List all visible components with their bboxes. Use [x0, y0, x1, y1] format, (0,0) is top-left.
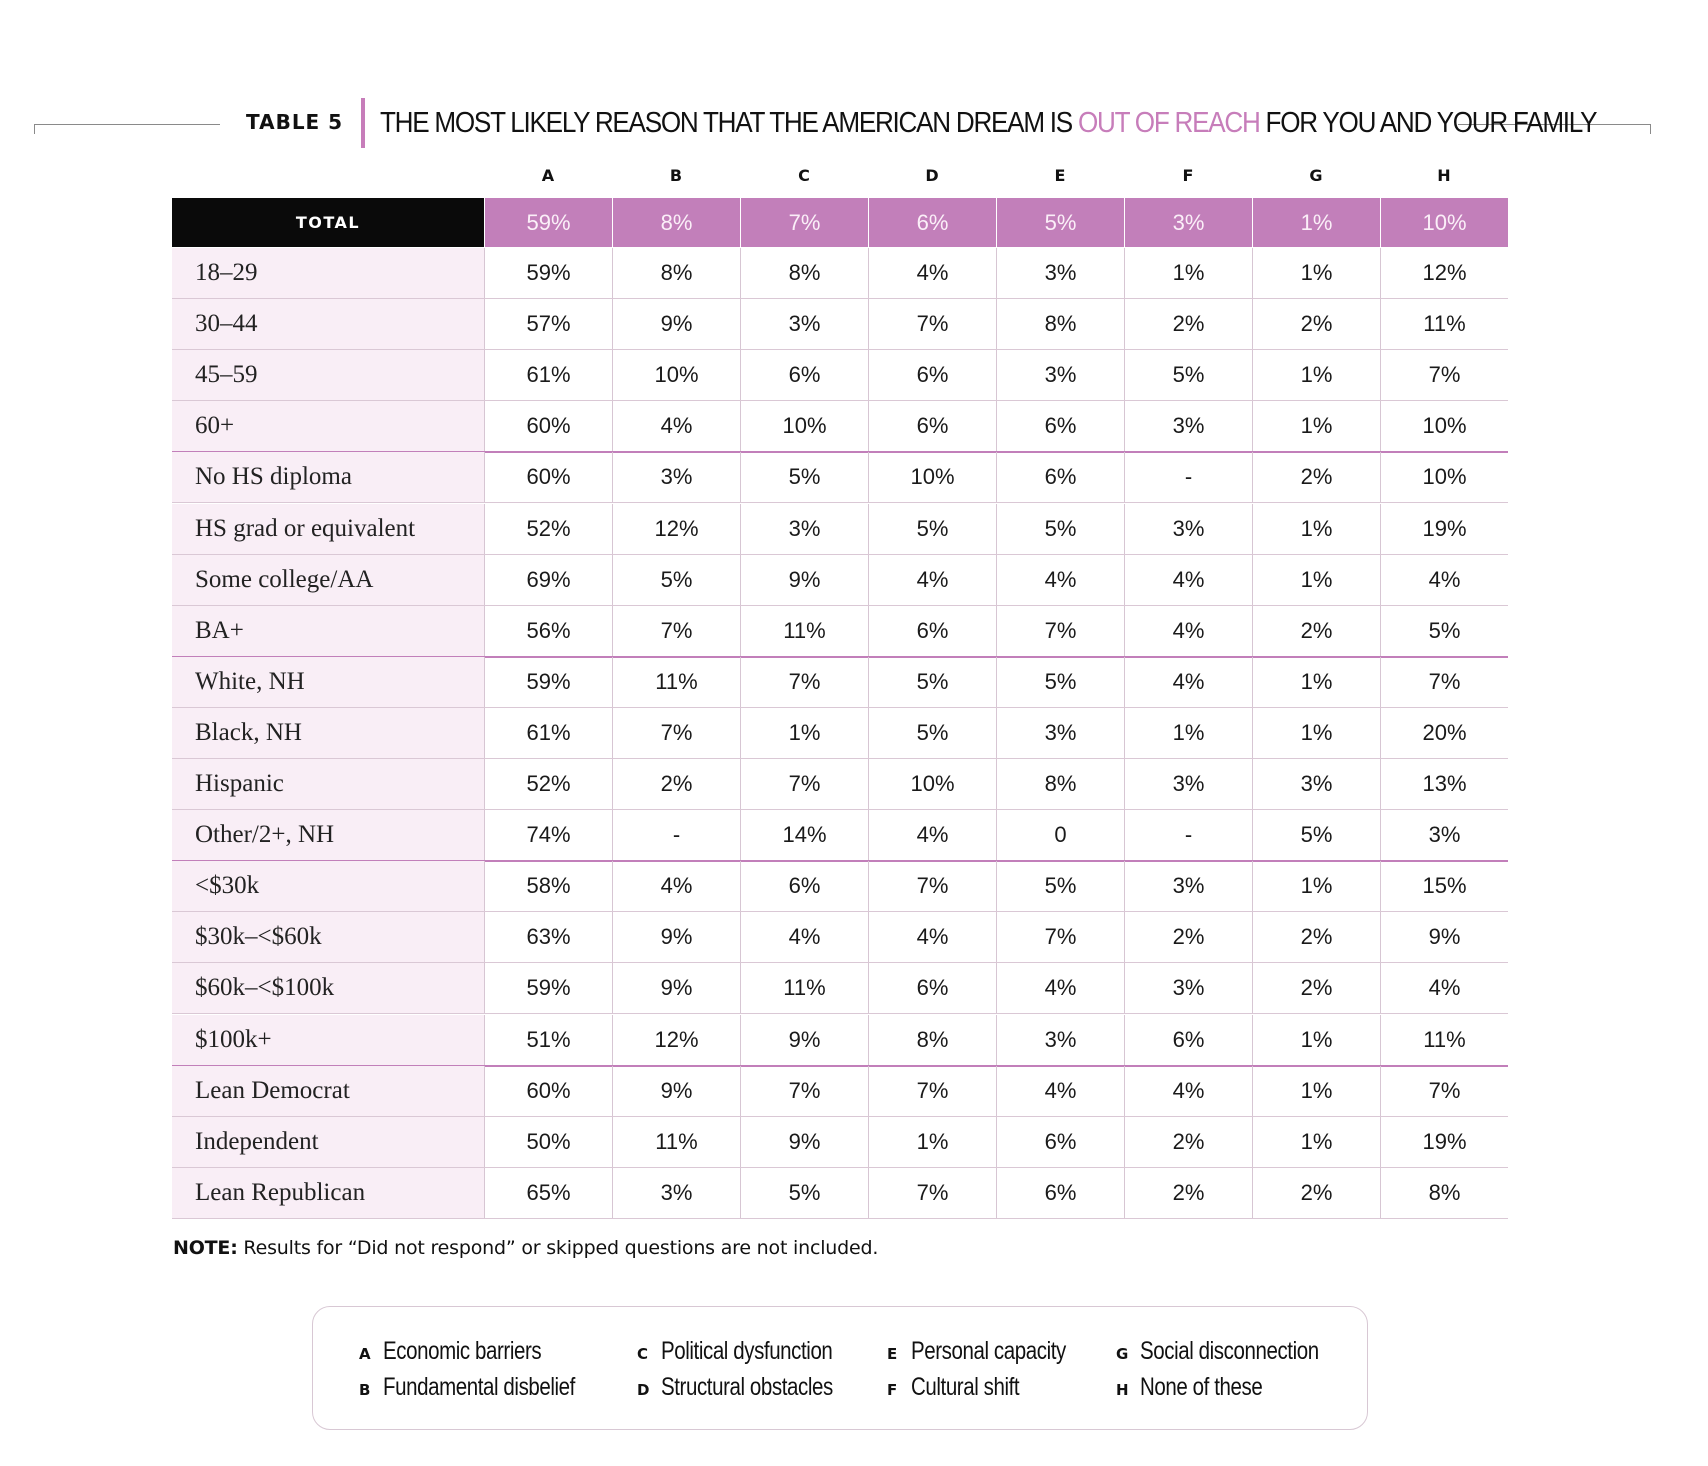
row-label: $30k–<$60k: [172, 912, 484, 962]
cell-f: 5%: [1124, 350, 1252, 400]
row-label: Other/2+, NH: [172, 810, 484, 860]
cell-g: 2%: [1252, 299, 1380, 349]
row-divider: [172, 1218, 1508, 1219]
cell-c: 9%: [740, 1015, 868, 1065]
column-header-f: F: [1182, 166, 1194, 185]
cell-a: 52%: [484, 759, 612, 809]
cell-h: 7%: [1380, 1066, 1508, 1116]
cell-c: 5%: [740, 452, 868, 502]
row-label: $60k–<$100k: [172, 963, 484, 1013]
row-label: No HS diploma: [172, 452, 484, 502]
legend-text: None of these: [1140, 1373, 1263, 1401]
cell-d: 5%: [868, 504, 996, 554]
cell-a: 65%: [484, 1168, 612, 1218]
legend-item-d: [637, 1371, 871, 1403]
cell-d: 5%: [868, 708, 996, 758]
cell-h: 11%: [1380, 299, 1508, 349]
row-label: Lean Democrat: [172, 1066, 484, 1116]
row-label: BA+: [172, 606, 484, 656]
cell-g: 1%: [1252, 708, 1380, 758]
legend-key: D: [637, 1381, 650, 1399]
cell-b: 10%: [612, 350, 740, 400]
cell-e: 7%: [996, 606, 1124, 656]
column-header-d: D: [925, 166, 939, 185]
title-divider: [361, 98, 365, 148]
cell-h: 4%: [1380, 555, 1508, 605]
table-row: [172, 1168, 1508, 1219]
column-header-b: B: [669, 166, 683, 185]
cell-d: 6%: [868, 401, 996, 451]
cell-d: 1%: [868, 1117, 996, 1167]
cell-a: 50%: [484, 1117, 612, 1167]
cell-g: 1%: [1252, 861, 1380, 911]
cell-b: 5%: [612, 555, 740, 605]
cell-a: 57%: [484, 299, 612, 349]
cell-b: 9%: [612, 1066, 740, 1116]
legend-box: [312, 1306, 1368, 1430]
cell-c: 11%: [740, 963, 868, 1013]
row-label: 18–29: [172, 248, 484, 298]
cell-d: 4%: [868, 248, 996, 298]
cell-g: 1%: [1252, 248, 1380, 298]
cell-e: 5%: [996, 861, 1124, 911]
cell-a: 58%: [484, 861, 612, 911]
table-row: [172, 1015, 1508, 1066]
total-cell-h: 10%: [1380, 198, 1508, 247]
cell-h: 20%: [1380, 708, 1508, 758]
cell-b: 12%: [612, 1015, 740, 1065]
header-rule-right-tick: [1650, 124, 1651, 134]
table-number: TABLE 5: [246, 110, 344, 134]
cell-a: 60%: [484, 452, 612, 502]
cell-e: 6%: [996, 401, 1124, 451]
cell-d: 4%: [868, 912, 996, 962]
cell-f: -: [1124, 452, 1252, 502]
table-title: [380, 104, 1596, 142]
cell-b: 9%: [612, 299, 740, 349]
cell-g: 2%: [1252, 1168, 1380, 1218]
cell-f: 2%: [1124, 1168, 1252, 1218]
legend-text: Structural obstacles: [661, 1373, 833, 1401]
cell-d: 6%: [868, 963, 996, 1013]
cell-c: 10%: [740, 401, 868, 451]
cell-h: 5%: [1380, 606, 1508, 656]
table-row: [172, 299, 1508, 350]
cell-f: 6%: [1124, 1015, 1252, 1065]
cell-d: 10%: [868, 452, 996, 502]
row-label: Some college/AA: [172, 555, 484, 605]
cell-g: 2%: [1252, 452, 1380, 502]
row-label: <$30k: [172, 861, 484, 911]
row-label: Hispanic: [172, 759, 484, 809]
cell-f: 4%: [1124, 555, 1252, 605]
cell-h: 3%: [1380, 810, 1508, 860]
cell-b: 11%: [612, 657, 740, 707]
cell-d: 7%: [868, 861, 996, 911]
cell-a: 59%: [484, 657, 612, 707]
cell-b: 3%: [612, 452, 740, 502]
legend-text: Personal capacity: [911, 1337, 1066, 1365]
cell-f: 3%: [1124, 401, 1252, 451]
header-rule-left: [34, 124, 220, 125]
cell-g: 1%: [1252, 1117, 1380, 1167]
legend-key: B: [359, 1381, 371, 1399]
table-row: [172, 1066, 1508, 1117]
cell-a: 56%: [484, 606, 612, 656]
cell-d: 4%: [868, 555, 996, 605]
legend-key: A: [359, 1345, 371, 1363]
cell-g: 3%: [1252, 759, 1380, 809]
cell-f: 2%: [1124, 1117, 1252, 1167]
table-row: [172, 657, 1508, 708]
cell-c: 11%: [740, 606, 868, 656]
legend-key: H: [1116, 1381, 1129, 1399]
cell-a: 69%: [484, 555, 612, 605]
cell-e: 3%: [996, 248, 1124, 298]
cell-b: 9%: [612, 912, 740, 962]
cell-c: 5%: [740, 1168, 868, 1218]
cell-c: 4%: [740, 912, 868, 962]
table-row: [172, 555, 1508, 606]
cell-a: 59%: [484, 963, 612, 1013]
legend-item-g: [1116, 1335, 1358, 1367]
cell-c: 6%: [740, 350, 868, 400]
cell-e: 8%: [996, 299, 1124, 349]
cell-h: 7%: [1380, 350, 1508, 400]
cell-d: 7%: [868, 1168, 996, 1218]
cell-d: 8%: [868, 1015, 996, 1065]
cell-h: 12%: [1380, 248, 1508, 298]
cell-h: 15%: [1380, 861, 1508, 911]
cell-g: 5%: [1252, 810, 1380, 860]
cell-c: 9%: [740, 555, 868, 605]
cell-g: 1%: [1252, 1066, 1380, 1116]
cell-e: 3%: [996, 350, 1124, 400]
legend-item-e: [887, 1335, 1100, 1367]
row-label: Black, NH: [172, 708, 484, 758]
legend-item-a: [359, 1335, 576, 1367]
cell-e: 5%: [996, 504, 1124, 554]
cell-g: 1%: [1252, 657, 1380, 707]
cell-e: 3%: [996, 1015, 1124, 1065]
cell-d: 6%: [868, 350, 996, 400]
total-cell-a: 59%: [484, 198, 612, 247]
cell-g: 1%: [1252, 1015, 1380, 1065]
total-cell-f: 3%: [1124, 198, 1252, 247]
cell-b: 7%: [612, 606, 740, 656]
cell-f: 1%: [1124, 708, 1252, 758]
table-row: [172, 452, 1508, 503]
total-cell-b: 8%: [612, 198, 740, 247]
table-row: [172, 861, 1508, 912]
cell-b: 3%: [612, 1168, 740, 1218]
cell-h: 13%: [1380, 759, 1508, 809]
table-row: [172, 504, 1508, 555]
table-row: [172, 912, 1508, 963]
legend-item-b: [359, 1371, 617, 1403]
cell-a: 74%: [484, 810, 612, 860]
cell-h: 9%: [1380, 912, 1508, 962]
cell-g: 1%: [1252, 401, 1380, 451]
legend-item-h: [1116, 1371, 1289, 1403]
cell-f: 2%: [1124, 299, 1252, 349]
note-text: Results for “Did not respond” or skipped questions are not included.: [237, 1237, 879, 1259]
cell-a: 60%: [484, 401, 612, 451]
cell-c: 6%: [740, 861, 868, 911]
cell-c: 3%: [740, 299, 868, 349]
row-label: White, NH: [172, 657, 484, 707]
cell-g: 2%: [1252, 606, 1380, 656]
column-header-h: H: [1437, 166, 1451, 185]
legend-text: Political dysfunction: [661, 1337, 833, 1365]
cell-f: 4%: [1124, 1066, 1252, 1116]
cell-g: 1%: [1252, 504, 1380, 554]
legend-text: Fundamental disbelief: [383, 1373, 575, 1401]
cell-b: 8%: [612, 248, 740, 298]
cell-e: 6%: [996, 1117, 1124, 1167]
cell-e: 4%: [996, 963, 1124, 1013]
cell-d: 10%: [868, 759, 996, 809]
legend-item-c: [637, 1335, 870, 1367]
total-row-label: TOTAL: [172, 198, 484, 247]
legend-text: Economic barriers: [383, 1337, 542, 1365]
cell-f: 4%: [1124, 657, 1252, 707]
row-label: HS grad or equivalent: [172, 504, 484, 554]
cell-d: 4%: [868, 810, 996, 860]
cell-a: 59%: [484, 248, 612, 298]
row-label: Lean Republican: [172, 1168, 484, 1218]
cell-h: 19%: [1380, 504, 1508, 554]
cell-g: 2%: [1252, 963, 1380, 1013]
legend-key: F: [887, 1381, 898, 1399]
cell-e: 3%: [996, 708, 1124, 758]
cell-b: 12%: [612, 504, 740, 554]
cell-d: 6%: [868, 606, 996, 656]
table-row: [172, 350, 1508, 401]
cell-f: 4%: [1124, 606, 1252, 656]
row-label: 60+: [172, 401, 484, 451]
cell-f: 2%: [1124, 912, 1252, 962]
cell-h: 7%: [1380, 657, 1508, 707]
legend-item-f: [887, 1371, 1043, 1403]
cell-c: 3%: [740, 504, 868, 554]
cell-h: 10%: [1380, 401, 1508, 451]
cell-d: 5%: [868, 657, 996, 707]
total-cell-e: 5%: [996, 198, 1124, 247]
column-header-c: C: [798, 166, 810, 185]
table-row: [172, 1117, 1508, 1168]
header-rule-left-tick: [34, 124, 35, 134]
table-row: [172, 759, 1508, 810]
cell-b: 11%: [612, 1117, 740, 1167]
cell-g: 2%: [1252, 912, 1380, 962]
table-row: [172, 606, 1508, 657]
cell-h: 4%: [1380, 963, 1508, 1013]
cell-a: 60%: [484, 1066, 612, 1116]
cell-d: 7%: [868, 1066, 996, 1116]
cell-f: 3%: [1124, 861, 1252, 911]
cell-h: 10%: [1380, 452, 1508, 502]
cell-e: 6%: [996, 452, 1124, 502]
cell-b: 2%: [612, 759, 740, 809]
cell-c: 7%: [740, 759, 868, 809]
cell-e: 4%: [996, 555, 1124, 605]
column-header-a: A: [541, 166, 555, 185]
legend-text: Social disconnection: [1140, 1337, 1319, 1365]
column-header-g: G: [1309, 166, 1323, 185]
cell-d: 7%: [868, 299, 996, 349]
cell-e: 0: [996, 810, 1124, 860]
cell-f: 3%: [1124, 504, 1252, 554]
row-label: 45–59: [172, 350, 484, 400]
table-row: [172, 810, 1508, 861]
table-row: [172, 401, 1508, 452]
title-text-end: FOR YOU AND YOUR FAMILY: [1259, 107, 1597, 139]
cell-b: 9%: [612, 963, 740, 1013]
row-label: 30–44: [172, 299, 484, 349]
cell-g: 1%: [1252, 555, 1380, 605]
cell-b: 4%: [612, 861, 740, 911]
note-label: NOTE:: [173, 1237, 238, 1259]
title-text-accent: OUT OF REACH: [1077, 107, 1260, 139]
cell-e: 7%: [996, 912, 1124, 962]
cell-h: 8%: [1380, 1168, 1508, 1218]
cell-f: 1%: [1124, 248, 1252, 298]
table-row: [172, 248, 1508, 299]
cell-h: 19%: [1380, 1117, 1508, 1167]
cell-a: 52%: [484, 504, 612, 554]
cell-a: 61%: [484, 708, 612, 758]
cell-a: 63%: [484, 912, 612, 962]
legend-key: E: [887, 1345, 898, 1363]
legend-key: C: [637, 1345, 649, 1363]
cell-c: 7%: [740, 1066, 868, 1116]
column-header-e: E: [1054, 166, 1066, 185]
cell-g: 1%: [1252, 350, 1380, 400]
cell-e: 4%: [996, 1066, 1124, 1116]
title-text-start: THE MOST LIKELY REASON THAT THE AMERICAN DREAM IS: [380, 107, 1078, 139]
cell-c: 9%: [740, 1117, 868, 1167]
legend-text: Cultural shift: [911, 1373, 1020, 1401]
table-row: [172, 708, 1508, 759]
cell-b: -: [612, 810, 740, 860]
row-label: $100k+: [172, 1015, 484, 1065]
cell-a: 51%: [484, 1015, 612, 1065]
cell-e: 8%: [996, 759, 1124, 809]
total-cell-g: 1%: [1252, 198, 1380, 247]
total-cell-c: 7%: [740, 198, 868, 247]
cell-c: 7%: [740, 657, 868, 707]
table-note: [173, 1237, 878, 1259]
cell-f: 3%: [1124, 963, 1252, 1013]
cell-h: 11%: [1380, 1015, 1508, 1065]
cell-b: 4%: [612, 401, 740, 451]
cell-e: 6%: [996, 1168, 1124, 1218]
row-label: Independent: [172, 1117, 484, 1167]
cell-c: 1%: [740, 708, 868, 758]
cell-c: 8%: [740, 248, 868, 298]
cell-b: 7%: [612, 708, 740, 758]
cell-a: 61%: [484, 350, 612, 400]
cell-f: 3%: [1124, 759, 1252, 809]
cell-f: -: [1124, 810, 1252, 860]
table-row: [172, 963, 1508, 1014]
legend-key: G: [1116, 1345, 1129, 1363]
total-cell-d: 6%: [868, 198, 996, 247]
cell-e: 5%: [996, 657, 1124, 707]
cell-c: 14%: [740, 810, 868, 860]
